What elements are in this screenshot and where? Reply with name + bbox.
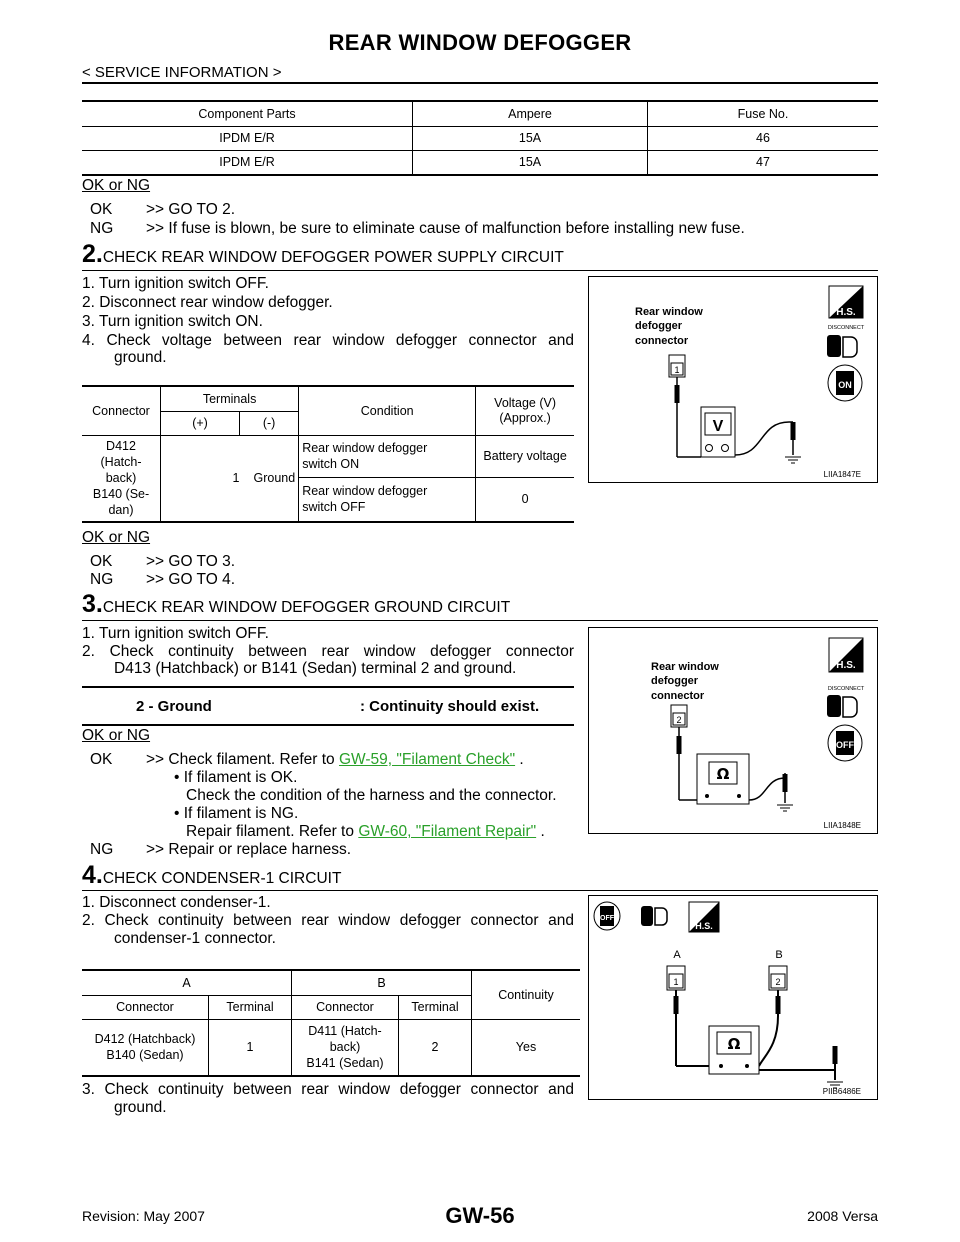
voltage-table: [82, 385, 574, 523]
model-year: 2008 Versa: [807, 1208, 878, 1224]
step-title: CHECK REAR WINDOW DEFOGGER POWER SUPPLY CIRCUIT: [102, 249, 564, 266]
procedure-item: 4. Check voltage between rear window defogger connector and: [82, 332, 574, 349]
table-row: IPDM E/R 15A 47: [82, 150, 878, 174]
filament-check-link[interactable]: GW-59, "Filament Check": [338, 751, 516, 768]
procedure-item: 1. Disconnect condenser-1.: [82, 894, 271, 911]
ok-result: >> GO TO 2.: [146, 201, 236, 218]
col-header-b: B: [292, 971, 472, 995]
step-2-heading: [82, 240, 564, 269]
ground-continuity-diagram: [588, 627, 878, 834]
minus-terminal: Ground: [240, 435, 299, 521]
col-header-continuity: Continuity: [472, 971, 581, 1019]
ng-label: NG: [90, 220, 114, 237]
header-rule: [82, 82, 878, 84]
step-4-heading: [82, 861, 341, 890]
plus-terminal: 1: [232, 471, 240, 486]
figure-caption: LIIA1848E: [823, 821, 861, 830]
step-title: CHECK CONDENSER-1 CIRCUIT: [102, 870, 342, 887]
ok-ng-heading: OK or NG: [82, 529, 151, 546]
fuse-header-component: Component Parts: [82, 102, 413, 126]
svg-text:defogger: defogger: [651, 675, 699, 687]
section-breadcrumb: < SERVICE INFORMATION >: [82, 64, 282, 81]
voltage-value: Battery voltage: [476, 435, 574, 477]
procedure-item: 2. Check continuity between rear window defogger connector and: [82, 912, 574, 929]
key-label: ON: [838, 380, 852, 390]
procedure-item: D413 (Hatchback) or B141 (Sedan) terminal 2 and ground.: [114, 660, 517, 677]
ng-result: >> GO TO 4.: [146, 571, 236, 588]
svg-text:connector: connector: [651, 690, 705, 702]
step-3-heading: [82, 590, 510, 619]
voltage-value: 0: [521, 492, 529, 507]
continuity-spec: 2 - Ground : Continuity should exist.: [82, 686, 574, 726]
hs-label: H.S.: [836, 307, 856, 318]
page-title: REAR WINDOW DEFOGGER: [328, 30, 632, 55]
procedure-item: 2. Check continuity between rear window defogger connector: [82, 643, 574, 660]
svg-text:OFF: OFF: [600, 915, 614, 922]
ok-ng-heading: OK or NG: [82, 727, 151, 744]
svg-text:1: 1: [674, 365, 680, 375]
procedure-item: 2. Disconnect rear window defogger.: [82, 294, 333, 311]
col-header-terminals: Terminals: [161, 387, 299, 411]
voltmeter-icon: V: [712, 418, 724, 435]
figure-caption: LIIA1847E: [823, 470, 861, 479]
col-header-voltage: Voltage (V) (Approx.): [476, 387, 574, 435]
ignition-key-icon: [594, 902, 620, 930]
condition-cell: Rear window defogger switch ON: [299, 435, 476, 477]
step-number: 3.: [82, 590, 103, 618]
svg-text:H.S.: H.S.: [695, 921, 713, 931]
procedure-item: 1. Turn ignition switch OFF.: [82, 275, 269, 292]
procedure-item: condenser-1 connector.: [114, 930, 276, 947]
procedure-item: 3. Turn ignition switch ON.: [82, 313, 263, 330]
hs-icon: [829, 286, 863, 318]
procedure-item: 3. Check continuity between rear window defogger connector and: [82, 1081, 574, 1098]
procedure-item: 1. Turn ignition switch OFF.: [82, 625, 269, 642]
voltage-check-diagram: [588, 276, 878, 483]
col-header-minus: (-): [240, 411, 299, 435]
procedure-item: ground.: [114, 1099, 167, 1116]
connector-plug-icon: [827, 335, 857, 357]
svg-text:B: B: [775, 949, 783, 961]
ng-label: NG: [90, 571, 114, 588]
hs-icon: [689, 902, 719, 932]
condenser-continuity-diagram: [588, 895, 878, 1100]
connector-plug-icon: [641, 906, 667, 926]
col-header-plus: (+): [161, 411, 240, 435]
bullet-text: Repair filament. Refer to GW-60, "Filament Repair" .: [186, 823, 545, 840]
fuse-header-fuse: Fuse No.: [737, 106, 789, 121]
ok-result: >> GO TO 3.: [146, 553, 236, 570]
svg-text:Rear window: Rear window: [635, 306, 703, 318]
col-header-a: A: [82, 971, 292, 995]
condition-cell: Rear window defogger switch OFF: [299, 477, 476, 521]
ng-label: NG: [90, 841, 114, 858]
bullet-item: • If filament is NG.: [174, 805, 299, 822]
svg-text:1: 1: [673, 977, 679, 987]
svg-text:A: A: [673, 949, 681, 961]
svg-text:DISCONNECT: DISCONNECT: [827, 686, 865, 692]
bullet-item: • If filament is OK.: [174, 769, 298, 786]
ignition-key-icon: [828, 365, 862, 401]
fuse-table: [82, 100, 878, 176]
ok-ng-heading: OK or NG: [82, 177, 151, 194]
hs-icon: [829, 638, 863, 672]
disconnect-label: DISCONNECT: [827, 325, 865, 331]
step-title: CHECK REAR WINDOW DEFOGGER GROUND CIRCUIT: [102, 599, 511, 616]
table-row: D412 (Hatchback) B140 (Sedan) 1 D411 (Hatch- back) B141 (Sedan) 2 Yes: [82, 1019, 580, 1075]
revision-date: Revision: May 2007: [82, 1208, 205, 1224]
page-number: GW-56: [445, 1203, 515, 1228]
connector-plug-icon: [827, 695, 857, 717]
figure-caption: PIIB6486E: [822, 1087, 861, 1096]
table-row: IPDM E/R 15A 46: [82, 126, 878, 150]
svg-text:2: 2: [676, 715, 682, 725]
fuse-header-ampere: Ampere: [413, 102, 648, 126]
ignition-key-icon: [828, 725, 862, 761]
step-number: 4.: [82, 861, 103, 889]
svg-text:OFF: OFF: [836, 740, 854, 750]
ng-result: >> Repair or replace harness.: [146, 841, 352, 858]
col-header-condition: Condition: [299, 387, 476, 435]
ok-label: OK: [90, 201, 113, 218]
svg-text:connector: connector: [635, 335, 689, 347]
filament-repair-link[interactable]: GW-60, "Filament Repair": [358, 823, 537, 840]
connector-cell: D412 (Hatch- back) B140 (Se- dan): [82, 435, 161, 521]
svg-text:Rear window: Rear window: [651, 661, 719, 673]
bullet-text: Check the condition of the harness and the connector.: [186, 787, 557, 804]
ng-result: >> If fuse is blown, be sure to eliminate cause of malfunction before installing new fuse.: [146, 220, 745, 237]
ok-label: OK: [90, 751, 113, 768]
svg-text:H.S.: H.S.: [836, 660, 856, 671]
procedure-item: ground.: [114, 349, 167, 366]
svg-text:2: 2: [775, 977, 781, 987]
step-number: 2.: [82, 240, 103, 268]
ohmmeter-icon: Ω: [716, 765, 730, 783]
svg-text:defogger: defogger: [635, 320, 683, 332]
ohmmeter-icon: Ω: [727, 1035, 741, 1053]
condenser-continuity-table: A B Continuity Connector Terminal Connector Terminal D412 (Hatchback) B140 (Sedan) 1 D411 (Hatch- back) B141 (Sedan) 2 Yes: [82, 969, 580, 1077]
ok-label: OK: [90, 553, 113, 570]
ok-result: >> Check filament. Refer to GW-59, "Filament Check" .: [146, 751, 524, 768]
col-header-connector: Connector: [82, 387, 161, 435]
